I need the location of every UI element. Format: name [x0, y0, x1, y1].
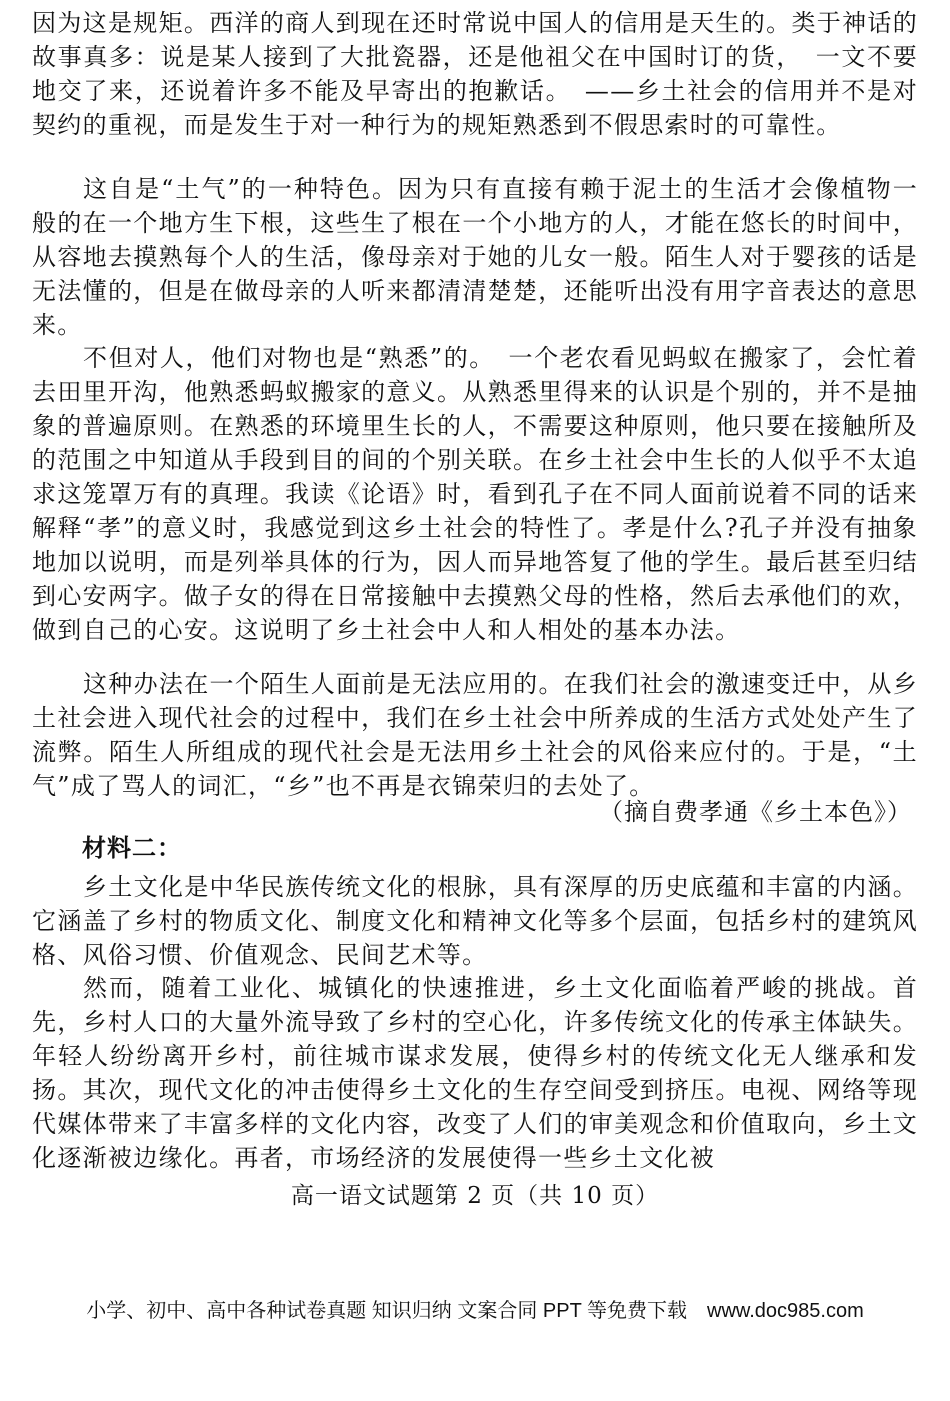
- paragraph-familiarity: 不但对人，他们对物也是“熟悉”的。 一个老农看见蚂蚁在搬家了，会忙着去田里开沟，他熟悉蚂蚁搬家的意义。从熟悉里得来的认识是个别的，并不是抽象的普遍原则。在熟悉的环境里生长的人，不需要这种原则，他只要在接触所及的范围之中知道从手段到目的间的个别关联。在乡土社会中生长的人似乎不太追求这笼罩万有的真理。我读《论语》时，看到孔子在不同人面前说着不同的话来解释“孝”的意义时，我感觉到这乡土社会的特性了。孝是什么?孔子并没有抽象地加以说明，而是列举具体的行为，因人而异地答复了他的学生。最后甚至归结到心安两字。做子女的得在日常接触中去摸熟父母的性格，然后去承他们的欢，做到自己的心安。这说明了乡土社会中人和人相处的基本办法。: [32, 344, 918, 644]
- paragraph-stranger-society: 这种办法在一个陌生人面前是无法应用的。在我们社会的激速变迁中，从乡土社会进入现代社会的过程中，我们在乡土社会中所养成的生活方式处处产生了流弊。陌生人所组成的现代社会是无法用乡土社会的风俗来应付的。于是，“土气”成了骂人的词汇，“乡”也不再是衣锦荣归的去处了。: [32, 670, 918, 800]
- paragraph-continued: 因为这是规矩。西洋的商人到现在还时常说中国人的信用是天生的。类于神话的故事真多：说是某人接到了大批瓷器，还是他祖父在中国时订的货， 一文不要地交了来，还说着许多不能及早寄出的抱歉话。 ——乡土社会的信用并不是对契约的重视，而是发生于对一种行为的规矩熟悉到不假思索时的可靠性。: [32, 9, 918, 139]
- paragraph-challenges: 然而，随着工业化、城镇化的快速推进，乡土文化面临着严峻的挑战。首先，乡村人口的大量外流导致了乡村的空心化，许多传统文化的传承主体缺失。年轻人纷纷离开乡村，前往城市谋求发展，使得乡村的传统文化无人继承和发扬。其次，现代文化的冲击使得乡土文化的生存空间受到挤压。电视、网络等现代媒体带来了丰富多样的文化内容，改变了人们的审美观念和价值取向，乡土文化逐渐被边缘化。再者，市场经济的发展使得一些乡土文化被: [32, 974, 918, 1172]
- page-number-footer: 高一语文试题第 2 页（共 10 页）: [290, 1183, 660, 1209]
- download-banner: 小学、初中、高中各种试卷真题 知识归纳 文案合同 PPT 等免费下载 www.doc985.com: [86, 1300, 864, 1322]
- source-citation: （摘自费孝通《乡土本色》）: [599, 798, 912, 826]
- paragraph-tuqi: 这自是“土气”的一种特色。因为只有直接有赖于泥土的生活才会像植物一般的在一个地方生下根，这些生了根在一个小地方的人，才能在悠长的时间中，从容地去摸熟每个人的生活，像母亲对于她的儿女一般。陌生人对于婴孩的话是无法懂的，但是在做母亲的人听来都清清楚楚，还能听出没有用字音表达的意思来。: [32, 175, 918, 339]
- paragraph-rural-culture: 乡土文化是中华民族传统文化的根脉，具有深厚的历史底蕴和丰富的内涵。它涵盖了乡村的物质文化、制度文化和精神文化等多个层面，包括乡村的建筑风格、风俗习惯、价值观念、民间艺术等。: [32, 873, 918, 969]
- material-two-heading: 材料二：: [82, 835, 182, 862]
